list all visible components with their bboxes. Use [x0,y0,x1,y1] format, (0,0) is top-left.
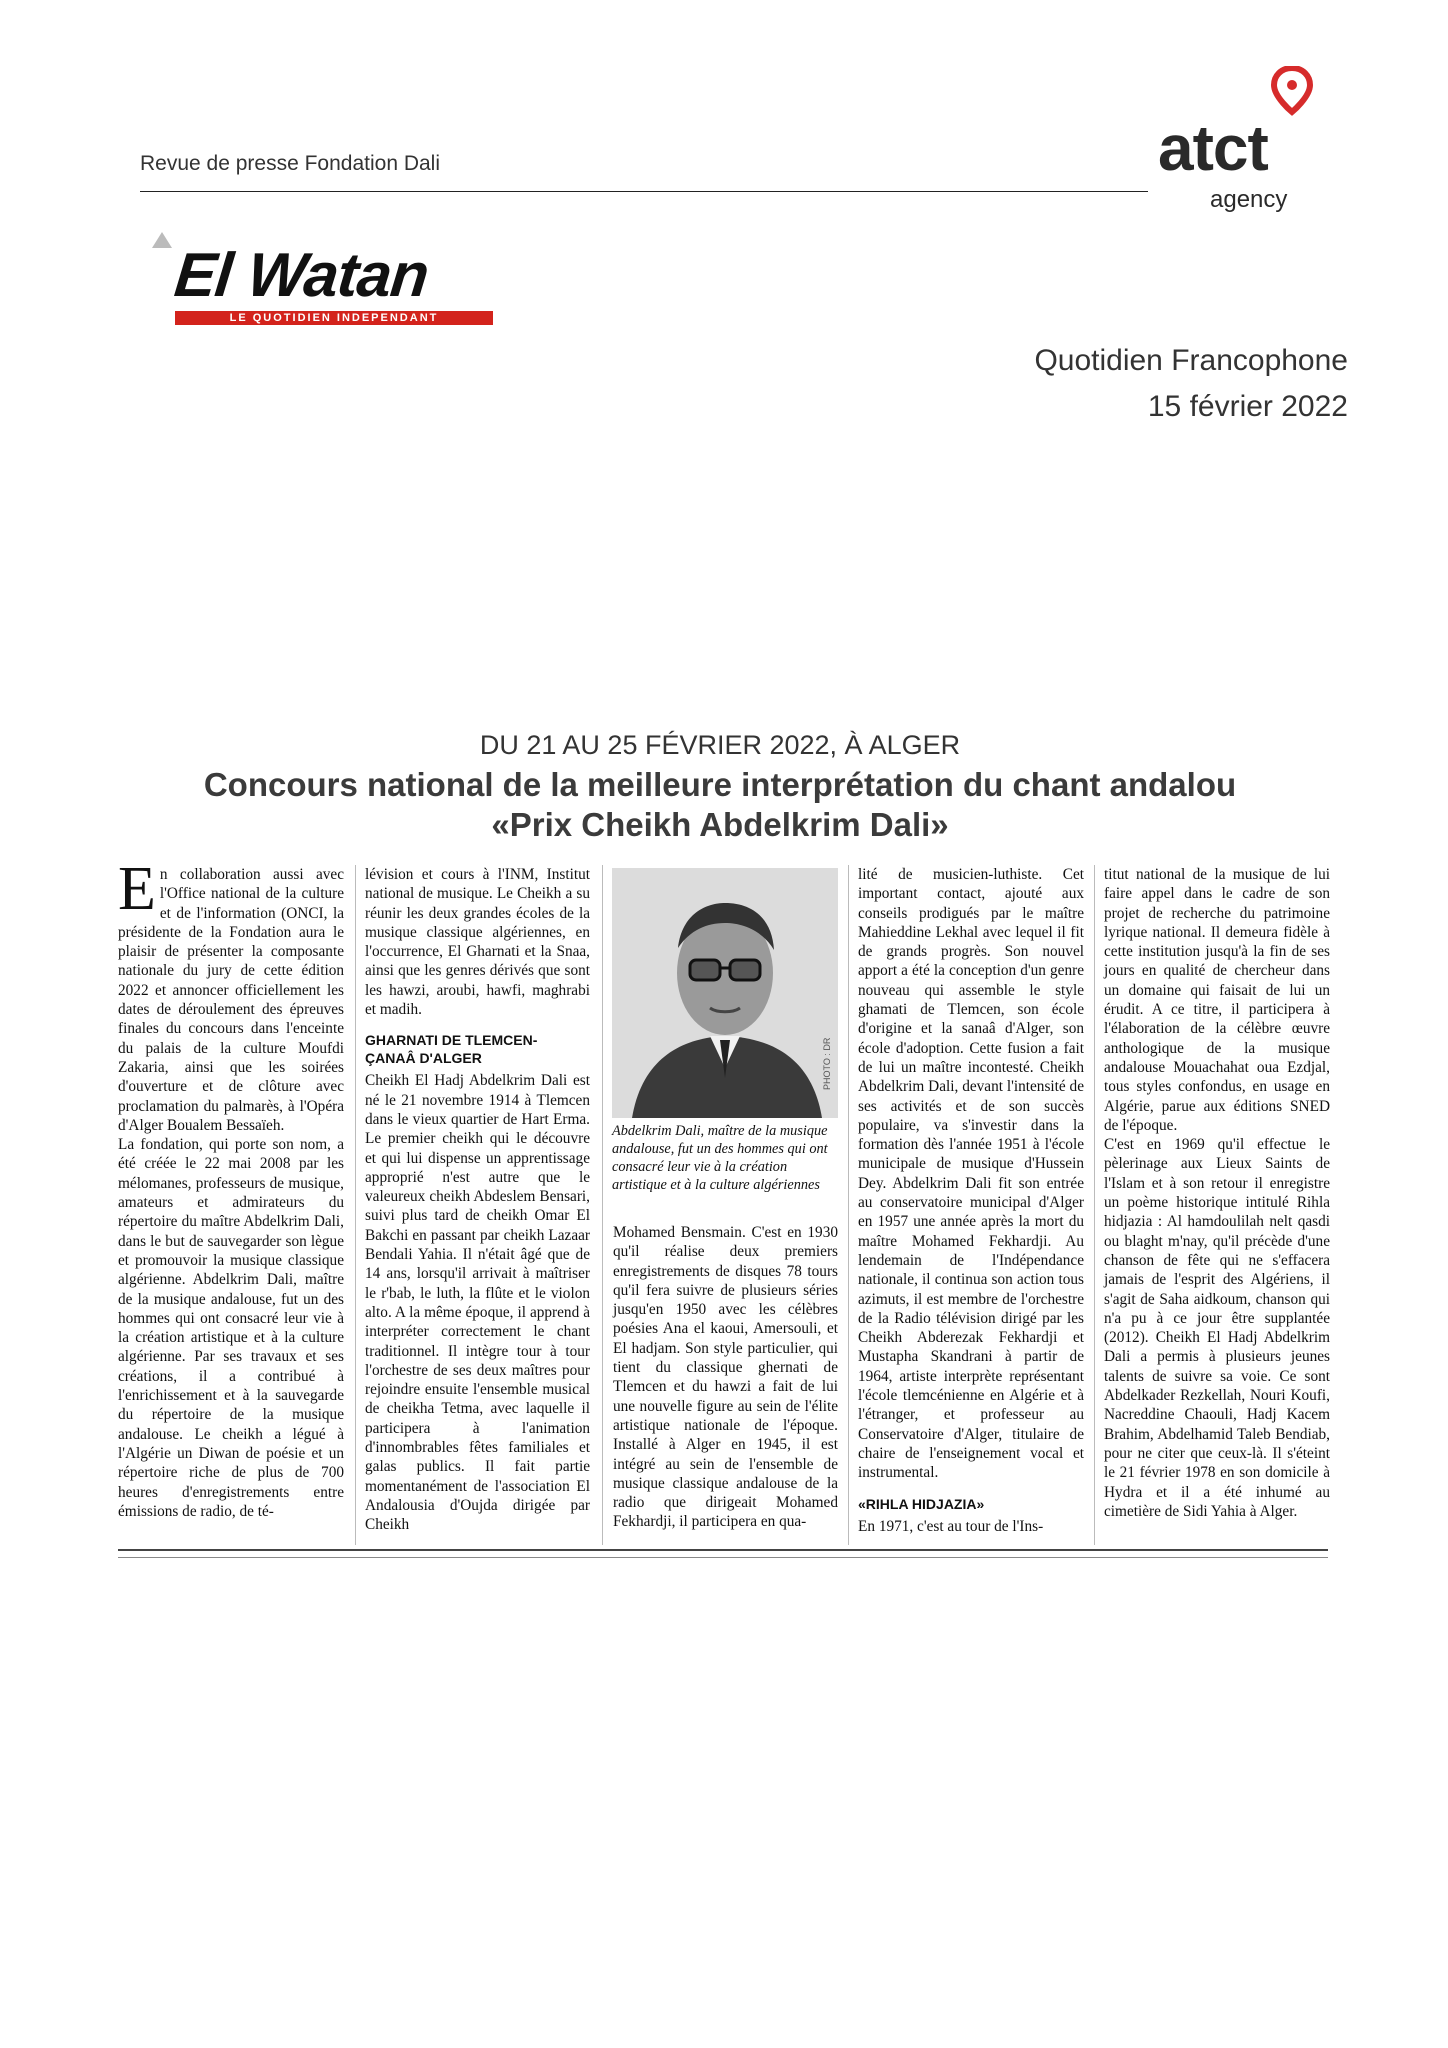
column-separator [1094,865,1095,1545]
section-subhead: «RIHLA HIDJAZIA» [858,1495,985,1512]
article-header [100,730,1340,845]
atct-logo [1150,58,1320,218]
section-subhead: GHARNATI DE TLEMCEN- ÇANAÂ D'ALGER [365,1032,538,1067]
masthead-title: El Watan [171,241,432,310]
article-column-5 [1104,865,1330,1521]
headline-line-1: Concours national de la meilleure interprétation du chant andalou [203,766,1237,803]
paragraph: Mohamed Bensmain. C'est en 1930 qu'il réalise deux premiers enregistrements de disques 78 tours qu'il fera suivre de plusieurs séries jusqu'en 1950 avec les célèbres poésies Ana el kaoui, Amersouli, et El hadjam. Son style particulier, qui tient du classique ghernati de Tlemcen et du hawzi a fait de lui une nouvelle figure au sein de l'élite artistique nationale de l'époque. Installé à Alger en 1945, il est intégré au sein de l'ensemble de musique classique andalouse de la radio que dirigeait Mohamed Fekhardji, il participera en qua- [613,1224,838,1531]
article-headline [100,765,1340,845]
paragraph: La fondation, qui porte son nom, a été créée le 22 mai 2008 par les mélomanes, professeurs de musique, amateurs et admirateurs du répertoire du maître Abdelkrim Dali, dans le but de sauvegarder son lègue et promouvoir la musique classique algérienne. Abdelkrim Dali, maître de la musique andalouse, fut un des hommes qui ont consacré leur vie à la création artistique et à la culture algérienne. Par ses travaux et ses créations, il a contribué à l'enrichissement et à la sauvegarde du répertoire de la musique andalouse. Le cheikh a légué à l'Algérie un Diwan de poésie et un répertoire riche de plus de 700 heures d'enregistrements entre émissions de radio, de té- [118,1136,344,1520]
article-column-3 [613,1223,838,1532]
masthead-triangle-icon [152,232,172,248]
column-separator [848,865,849,1545]
drop-cap: E [118,855,156,923]
logo-subtitle: agency [1210,186,1288,213]
headline-line-2: «Prix Cheikh Abdelkrim Dali» [491,806,949,843]
article-bottom-rule-thin [118,1557,1328,1558]
article-column-1 [118,855,344,1521]
column-separator [355,865,356,1545]
paragraph: En 1971, c'est au tour de l'Ins- [858,1517,1044,1535]
article-kicker: DU 21 AU 25 FÉVRIER 2022, À ALGER [479,730,961,760]
paragraph: lévision et cours à l'INM, Institut national de musique. Le Cheikh a su réunir les deux grandes écoles de la musique classique algériennes, en l'occurrence, El Gharnati et la Snaa, ainsi que les genres dérivés que sont les hawzi, aroubi, hawfi, maghrabi et madih. [365,866,590,1019]
paragraph: En collaboration aussi avec l'Office national de la culture et de l'information (ONCI, la présidente de la Fondation aura le plaisir de présenter la composante nationale du jury de cette édition 2022 et annoncer officiellement les dates de déroulement des épreuves finales du concours dans l'enceinte du palais de la culture Moufdi Zakaria, ainsi que les soirées d'ouverture et de clôture avec proclamation du palmarès, à l'Opéra d'Alger Boualem Bessaïeh. [118,855,344,1134]
paragraph: titut national de la musique de lui faire appel dans le cadre de son projet de recherche du patrimoine lyrique national. Il demeura fidèle à cette institution jusqu'à la fin de ses jours en qualité de chercheur dans un domaine qui faisait de lui un érudit. A ce titre, il participera à l'élaboration de la célèbre œuvre anthologique de la musique andalouse Mouachahat oua Ezdjal, tous styles confondus, en usage en Algérie, parue aux éditions SNED de l'époque. [1104,866,1330,1134]
photo-caption: Abdelkrim Dali, maître de la musique andalouse, fut un des hommes qui ont consacré leur vie à la création artistique et à la culture algériennes [612,1123,828,1193]
paragraph: C'est en 1969 qu'il effectue le pèlerinage aux Lieux Saints de l'Islam et à son retour il enregistre un poème historique intitulé Rihla hidjazia : Al hamdoulilah nelt qasdi ou blaght m'nay, qu'il précède d'une chanson de fête qui ne s'effacera jamais de l'esprit des Algériens, il s'agit de Saha aidkoum, chanson qui n'a pu à ce jour être supplantée (2012). Cheikh El Hadj Abdelkrim Dali a permis à plusieurs jeunes talents de suivre sa voie. Ce sont Abdelkader Rezkellah, Nouri Koufi, Nacreddine Chaouli, Hadj Kacem Brahim, Abdelhamid Taleb Bendiab, pour ne citer que ceux-là. Il s'éteint le 21 février 1978 en son domicile à Hydra et il a été inhumé au cimetière de Sidi Yahia à Alger. [1104,1136,1330,1520]
paragraph: lité de musicien-luthiste. Cet important contact, ajouté aux conseils prodigués par le maître Mahieddine Lekhal avec lequel il fit de grands progrès. Son nouvel apport a été la conception d'un genre nouveau qui assemble le style ghamati de Tlemcen, son école d'origine et la sanaâ d'Alger, son école d'adoption. Cette fusion a fait de lui un maître incontesté. Cheikh Abdelkrim Dali, devant l'intensité de ses activités et de son succès populaire, va s'investir dans la formation dès l'année 1951 à l'école municipale de musique d'Hussein Dey. Abdelkrim Dali fit son entrée au conservatoire municipal d'Alger en 1957 une année après la mort du maître Mohamed Fekhardji. Au lendemain de l'Indépendance nationale, il continua son action tous azimuts, il est membre de l'orchestre de la Radio télévision dirigé par les Cheikh Abderezak Fekhardji et Mustapha Skandrani à partir de 1964, artiste interprète représentant l'école tlemcénienne en Algérie et à l'étranger, et professeur au Conservatoire d'Alger, titulaire de chaire de l'enseignement vocal et instrumental. [858,866,1084,1482]
article-bottom-rule [118,1549,1328,1551]
portrait-illustration [612,868,838,1118]
paragraph: Cheikh El Hadj Abdelkrim Dali est né le 21 novembre 1914 à Tlemcen dans le vieux quartier de Hart Erma. Le premier cheikh qui le découvre et qui lui dispense un apprentissage approprié n'est autre que le valeureux cheikh Abdeslem Bensari, suivi plus tard de cheikh Omar El Bakchi en passant par cheikh Lazaar Bendali Yahia. Il n'était âgé que de 14 ans, lorsqu'il arrivait à maîtriser le r'bab, le luth, la flûte et le violon alto. A la même époque, il apprend à interpréter correctement le chant traditionnel. Il intègre tour à tour l'orchestre de ses deux maîtres pour rejoindre ensuite l'ensemble musical de cheikha Tetma, avec laquelle il participera à l'animation d'innombrables fêtes familiales et galas publics. Il fait partie momentanément de l'association El Andalousia d'Oujda dirigée par Cheikh [365,1072,590,1534]
newspaper-masthead [171,241,505,326]
photo-credit: PHOTO : DR [822,1037,832,1090]
portrait-photo [612,868,838,1118]
masthead-tagline: LE QUOTIDIEN INDEPENDANT [175,311,493,325]
publication-type: Quotidien Francophone [1034,344,1348,377]
header-divider [140,191,1148,192]
publication-date: 15 février 2022 [1147,390,1348,423]
location-pin-icon [1270,66,1314,116]
column-separator [602,865,603,1545]
article-column-2 [365,865,590,1535]
publication-info [1034,338,1348,430]
press-review-label: Revue de presse Fondation Dali [140,152,441,175]
logo-wordmark: atct [1158,112,1268,184]
article-column-4 [858,865,1084,1536]
